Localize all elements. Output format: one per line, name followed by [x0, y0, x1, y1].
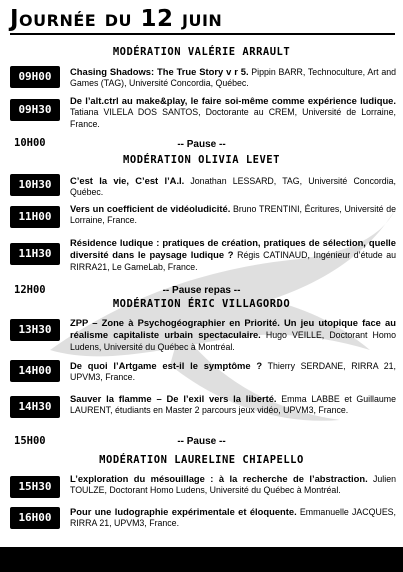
entry-authors: Jonathan LESSARD, TAG, Université Concordia, Québec. — [70, 176, 396, 198]
moderation-heading: MODÉRATION ÉRIC VILLAGORDO — [112, 298, 291, 310]
program-entry — [70, 175, 396, 199]
time-badge: 11H00 — [10, 206, 60, 228]
entry-title: Résidence ludique : pratiques de création, pratiques de sélection, quelle diversité dans le paysage ludique ? — [70, 237, 396, 261]
entry-title: Pour une ludographie expérimentale et éloquente. — [70, 506, 297, 517]
entry-authors: Emma LABBE et Guillaume LAURENT, étudiants en Master 2 parcours jeux vidéo, UPVM3, France. — [70, 394, 396, 416]
program-entry — [70, 393, 396, 417]
time-badge: 15H30 — [10, 476, 60, 498]
program-entry — [70, 203, 396, 227]
time-badge: 09H30 — [10, 99, 60, 121]
entry-title: ZPP – Zone à Psychogéographier en Priorité. Un jeu utopique face au réalisme capitaliste urbain spectaculaire. — [70, 317, 396, 341]
program-entry — [70, 473, 396, 497]
entry-authors: Hugo VEILLE, Doctorant Homo Ludens, Université du Québec à Montréal. — [70, 330, 397, 352]
page-title: Journée du 12 juin — [10, 6, 223, 32]
break-time: 10H00 — [14, 137, 46, 149]
entry-authors: Thierry SERDANE, RIRRA 21, UPVM3, France. — [70, 361, 397, 383]
program-entry — [70, 506, 396, 530]
time-badge: 16H00 — [10, 507, 60, 529]
program-entry — [70, 237, 396, 273]
entry-authors: Tatiana VILELA DOS SANTOS, Doctorante au CREM, Université de Lorraine, France. — [70, 107, 396, 129]
time-badge: 11H30 — [10, 243, 60, 265]
bottom-bar — [0, 547, 403, 572]
entry-title: De quoi l’Artgame est-il le symptôme ? — [70, 360, 263, 371]
entry-authors: Bruno TRENTINI, Écritures, Université de Lorraine, France. — [70, 204, 397, 226]
break-time: 15H00 — [14, 435, 46, 447]
program-entry — [70, 66, 396, 90]
entry-title: De l’alt.ctrl au make&play, le faire soi-même comme expérience ludique. — [70, 95, 396, 106]
program-entry — [70, 95, 396, 130]
entry-title: L’exploration du mésouillage : à la recherche de l’abstraction. — [70, 473, 368, 484]
entry-title: Sauver la flamme – De l’exil vers la liberté. — [70, 393, 277, 404]
title-underline — [10, 33, 395, 35]
time-badge: 10H30 — [10, 174, 60, 196]
moderation-heading: MODÉRATION VALÉRIE ARRAULT — [112, 46, 291, 58]
moderation-heading: MODÉRATION LAURELINE CHIAPELLO — [99, 454, 304, 466]
break-time: 12H00 — [14, 284, 46, 296]
entry-title: Vers un coefficient de vidéoludicité. — [70, 203, 231, 214]
entry-authors: Julien TOULZE, Doctorant Homo Ludens, Université du Québec à Montréal. — [70, 474, 396, 496]
time-badge: 14H00 — [10, 360, 60, 382]
entry-authors: Emmanuelle JACQUES, RIRRA 21, UPVM3, France. — [70, 507, 396, 529]
pause-label: -- Pause repas -- — [162, 285, 241, 296]
entry-title: Chasing Shadows: The True Story v r 5. — [70, 66, 249, 77]
program-entry — [70, 360, 396, 384]
entry-title: C’est la vie, C’est l’A.I. — [70, 175, 185, 186]
pause-label: -- Pause -- — [177, 436, 226, 447]
pause-label: -- Pause -- — [177, 139, 226, 150]
entry-authors: Pippin BARR, Technoculture, Art and Games (TAG), Université Concordia, Québec. — [70, 67, 397, 89]
moderation-heading: MODÉRATION OLIVIA LEVET — [123, 154, 280, 166]
time-badge: 09H00 — [10, 66, 60, 88]
program-entry — [70, 317, 396, 353]
entry-authors: Régis CATINAUD, Ingénieur d’étude au RIRRA21, Le GameLab, France. — [70, 250, 396, 272]
time-badge: 13H30 — [10, 319, 60, 341]
time-badge: 14H30 — [10, 396, 60, 418]
